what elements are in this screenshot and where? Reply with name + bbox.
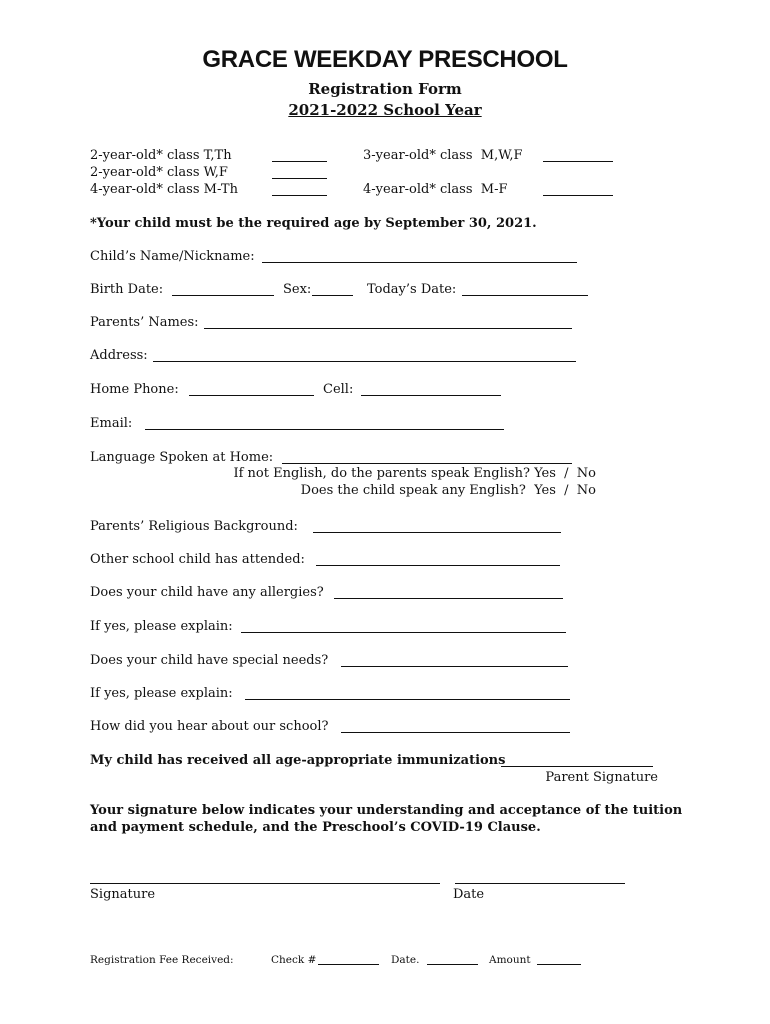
check-number-field[interactable]: [318, 964, 379, 965]
home-phone-field[interactable]: [189, 395, 314, 396]
immunization-statement: My child has received all age-appropriate immunizations: [90, 753, 506, 768]
office-date-label: Date.: [391, 954, 420, 966]
allergies-explain-label: If yes, please explain:: [90, 619, 233, 634]
age-requirement-note: *Your child must be the required age by September 30, 2021.: [90, 216, 537, 231]
amount-field[interactable]: [537, 964, 581, 965]
religious-background-field[interactable]: [313, 532, 561, 533]
parents-names-field[interactable]: [204, 328, 572, 329]
amount-label: Amount: [489, 954, 531, 966]
birth-date-label: Birth Date:: [90, 282, 164, 297]
class-4yr-mf-field[interactable]: [543, 195, 613, 196]
email-field[interactable]: [145, 429, 504, 430]
class-2yr-wf-field[interactable]: [272, 178, 327, 179]
child-name-field[interactable]: [262, 262, 577, 263]
other-school-label: Other school child has attended:: [90, 552, 305, 567]
signature-label: Signature: [90, 887, 156, 902]
class-2yr-tth-field[interactable]: [272, 161, 327, 162]
child-english-question: Does the child speak any English? Yes / No: [300, 483, 596, 498]
fee-received-label: Registration Fee Received:: [90, 954, 234, 966]
check-number-label: Check #: [271, 954, 317, 966]
allergies-field[interactable]: [334, 598, 563, 599]
other-school-field[interactable]: [316, 565, 560, 566]
hear-about-field[interactable]: [341, 732, 570, 733]
school-name: GRACE WEEKDAY PRESCHOOL: [202, 46, 568, 73]
language-label: Language Spoken at Home:: [90, 450, 274, 465]
class-2yr-wf-label: 2-year-old* class W,F: [90, 165, 228, 180]
parents-names-label: Parents’ Names:: [90, 315, 199, 330]
language-field[interactable]: [282, 463, 572, 464]
signature-field[interactable]: [90, 883, 440, 884]
birth-date-field[interactable]: [172, 295, 274, 296]
cell-label: Cell:: [323, 382, 354, 397]
home-phone-label: Home Phone:: [90, 382, 179, 397]
special-needs-explain-label: If yes, please explain:: [90, 686, 233, 701]
sex-field[interactable]: [312, 295, 353, 296]
class-4yr-mth-label: 4-year-old* class M-Th: [90, 182, 238, 197]
form-title: Registration Form: [308, 80, 462, 98]
parents-english-question: If not English, do the parents speak English? Yes / No: [233, 466, 596, 481]
allergies-label: Does your child have any allergies?: [90, 585, 324, 600]
date-label: Date: [453, 887, 485, 902]
office-date-field[interactable]: [427, 964, 478, 965]
child-name-label: Child’s Name/Nickname:: [90, 249, 255, 264]
email-label: Email:: [90, 416, 133, 431]
date-field[interactable]: [455, 883, 625, 884]
todays-date-label: Today’s Date:: [367, 282, 457, 297]
special-needs-label: Does your child have special needs?: [90, 653, 329, 668]
class-4yr-mth-field[interactable]: [272, 195, 327, 196]
parent-signature-field[interactable]: [501, 766, 653, 767]
class-2yr-tth-label: 2-year-old* class T,Th: [90, 148, 232, 163]
class-3yr-mwf-field[interactable]: [543, 161, 613, 162]
agreement-text-line2: and payment schedule, and the Preschool’s COVID-19 Clause.: [90, 820, 541, 835]
agreement-text-line1: Your signature below indicates your understanding and acceptance of the tuition: [90, 803, 683, 818]
religious-background-label: Parents’ Religious Background:: [90, 519, 298, 534]
cell-field[interactable]: [361, 395, 501, 396]
class-4yr-mf-label: 4-year-old* class M-F: [363, 182, 508, 197]
special-needs-explain-field[interactable]: [245, 699, 570, 700]
special-needs-field[interactable]: [341, 666, 568, 667]
hear-about-label: How did you hear about our school?: [90, 719, 329, 734]
todays-date-field[interactable]: [462, 295, 588, 296]
address-label: Address:: [90, 348, 148, 363]
address-field[interactable]: [153, 361, 576, 362]
parent-signature-caption: Parent Signature: [545, 770, 658, 785]
school-year: 2021-2022 School Year: [288, 101, 482, 119]
sex-label: Sex:: [283, 282, 312, 297]
class-3yr-mwf-label: 3-year-old* class M,W,F: [363, 148, 523, 163]
allergies-explain-field[interactable]: [241, 632, 566, 633]
